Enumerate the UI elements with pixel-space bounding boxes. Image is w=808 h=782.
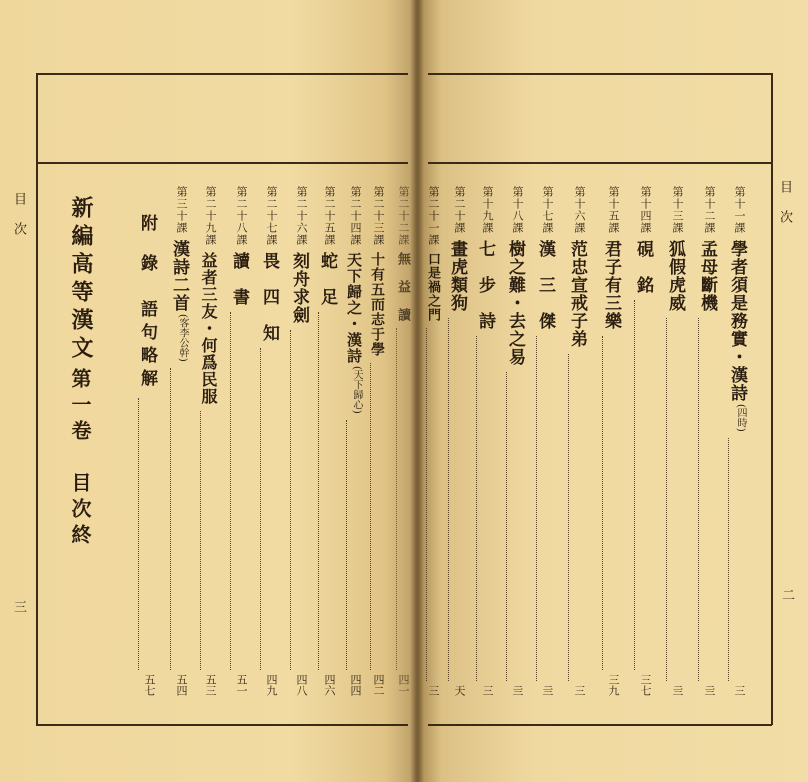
toc-entry <box>318 186 335 696</box>
page-ref: 四六 <box>323 674 336 696</box>
lesson-title: 讀 書 <box>229 252 249 306</box>
page-ref: 四一 <box>397 674 410 696</box>
lesson-title: 刻舟求劍 <box>289 252 309 324</box>
right-page-number: 二 <box>779 588 794 603</box>
lesson-title: 學者須是務實・漢詩 <box>727 240 747 402</box>
lesson-number: 第二十七課 <box>265 186 278 246</box>
lesson-number: 第十五課 <box>607 186 620 234</box>
toc-entry <box>200 186 216 696</box>
toc-entry <box>602 186 619 696</box>
frame-top-rule <box>36 73 408 75</box>
lesson-title: 樹之難・去之易 <box>505 240 525 366</box>
toc-entry <box>170 186 187 696</box>
leader-dots <box>230 312 247 670</box>
toc-entry <box>506 186 523 696</box>
page-ref: 三 <box>573 685 586 696</box>
lesson-number: 第十二課 <box>703 186 716 234</box>
toc-entry <box>536 186 553 696</box>
page-ref: 三七 <box>639 674 652 696</box>
leader-dots <box>476 336 493 681</box>
lesson-title: 漢詩二首 <box>169 240 189 312</box>
page-ref: 五七 <box>143 674 156 696</box>
leader-dots <box>426 328 439 681</box>
lesson-number: 第十九課 <box>481 186 494 234</box>
frame-bottom-rule <box>428 724 772 726</box>
lesson-number: 第二十三課 <box>372 186 385 246</box>
book-title: 新編高等漢文 <box>68 196 94 364</box>
lesson-number: 第二十六課 <box>295 186 308 246</box>
toc-entry <box>138 214 155 696</box>
leader-dots <box>506 372 523 681</box>
leader-dots <box>396 328 409 670</box>
left-running-header: 目 次 <box>11 192 26 237</box>
page-ref: 亖 <box>671 685 684 696</box>
toc-entry <box>666 186 683 696</box>
lesson-number: 第二十課 <box>453 186 466 234</box>
lesson-number: 第二十二課 <box>397 186 410 246</box>
leader-dots <box>698 318 715 681</box>
lesson-title: 畏 四 知 <box>259 252 279 342</box>
toc-entry <box>698 186 715 696</box>
page-ref: 三 <box>427 685 440 696</box>
toc-entry <box>260 186 277 696</box>
page-ref: 五三 <box>204 674 217 696</box>
lesson-number: 第二十八課 <box>235 186 248 246</box>
lesson-number: 第二十九課 <box>204 186 217 246</box>
lesson-title: 益者三友・何爲民服 <box>199 252 218 405</box>
leader-dots <box>200 411 216 670</box>
leader-dots <box>728 438 745 681</box>
lesson-title: 蛇 足 <box>317 252 337 306</box>
page-ref: 三九 <box>607 674 620 696</box>
leader-dots <box>260 348 277 670</box>
page-ref: 亖 <box>511 685 524 696</box>
toc-entry <box>448 186 465 696</box>
page-ref: 天 <box>453 685 466 696</box>
frame-header-rule <box>428 162 772 164</box>
page-ref: 四二 <box>372 674 385 696</box>
leader-dots <box>370 363 384 670</box>
frame-top-rule <box>428 73 772 75</box>
frame-left-rule <box>36 73 38 725</box>
leader-dots <box>568 354 585 681</box>
lesson-title: 口是禍之門 <box>425 252 440 322</box>
lesson-note: (四時) <box>735 404 746 432</box>
lesson-title: 無 益 讀 <box>395 252 410 322</box>
toc-entry <box>728 186 745 696</box>
lesson-title: 范忠宣戒子弟 <box>567 240 587 348</box>
lesson-number: 第十八課 <box>511 186 524 234</box>
lesson-number: 第十三課 <box>671 186 684 234</box>
book-gutter <box>410 0 424 782</box>
toc-entry <box>370 186 384 696</box>
toc-entry <box>290 186 307 696</box>
lesson-note: (客李公幹) <box>177 314 188 362</box>
page-ref: 四九 <box>265 674 278 696</box>
toc-entry <box>346 186 361 696</box>
leader-dots <box>290 330 307 670</box>
volume-end-marker: 第一卷 目次終 <box>68 368 92 550</box>
lesson-title: 硯 銘 <box>633 240 653 294</box>
toc-entry <box>634 186 651 696</box>
lesson-number: 第十七課 <box>541 186 554 234</box>
lesson-number: 第十四課 <box>639 186 652 234</box>
frame-header-rule <box>36 162 408 164</box>
page-ref: 五四 <box>175 674 188 696</box>
lesson-number: 第二十五課 <box>323 186 336 246</box>
leader-dots <box>318 312 335 670</box>
leader-dots <box>634 300 651 670</box>
page-ref: 亖 <box>541 685 554 696</box>
leader-dots <box>448 318 465 681</box>
leader-dots <box>170 368 187 670</box>
page-ref: 亖 <box>703 685 716 696</box>
lesson-title: 天下歸之・漢詩 <box>345 252 363 364</box>
page-ref: 四四 <box>349 674 362 696</box>
lesson-number: 第二十四課 <box>349 186 362 246</box>
lesson-number: 第十一課 <box>733 186 746 234</box>
appendix-marker: 附 <box>137 214 157 232</box>
right-running-header: 目 次 <box>777 180 792 225</box>
lesson-title: 君子有三樂 <box>601 240 621 330</box>
frame-bottom-rule <box>36 724 408 726</box>
lesson-note: (天下歸心) <box>351 366 362 414</box>
page-ref: 三 <box>481 685 494 696</box>
leader-dots <box>666 318 683 681</box>
toc-entry <box>396 186 409 696</box>
page-ref: 五一 <box>235 674 248 696</box>
lesson-title: 畫虎類狗 <box>447 240 467 312</box>
leader-dots <box>536 336 553 681</box>
page-ref: 四八 <box>295 674 308 696</box>
toc-entry <box>568 186 585 696</box>
page-ref: 三 <box>733 685 746 696</box>
lesson-title: 漢 三 傑 <box>535 240 555 330</box>
toc-entry <box>476 186 493 696</box>
leader-dots <box>138 398 155 670</box>
leader-dots <box>602 336 619 670</box>
left-page-number: 三 <box>11 600 26 615</box>
lesson-number: 第二十一課 <box>427 186 440 246</box>
frame-right-rule <box>771 73 773 725</box>
lesson-title: 狐假虎威 <box>665 240 685 312</box>
leader-dots <box>346 420 361 670</box>
lesson-title: 錄 語句略解 <box>137 254 157 392</box>
lesson-title: 七 步 詩 <box>475 240 495 330</box>
lesson-number: 第十六課 <box>573 186 586 234</box>
toc-entry <box>230 186 247 696</box>
lesson-title: 孟母斷機 <box>697 240 717 312</box>
lesson-title: 十有五而志于學 <box>369 252 385 357</box>
toc-entry <box>426 186 439 696</box>
lesson-number: 第三十課 <box>175 186 188 234</box>
